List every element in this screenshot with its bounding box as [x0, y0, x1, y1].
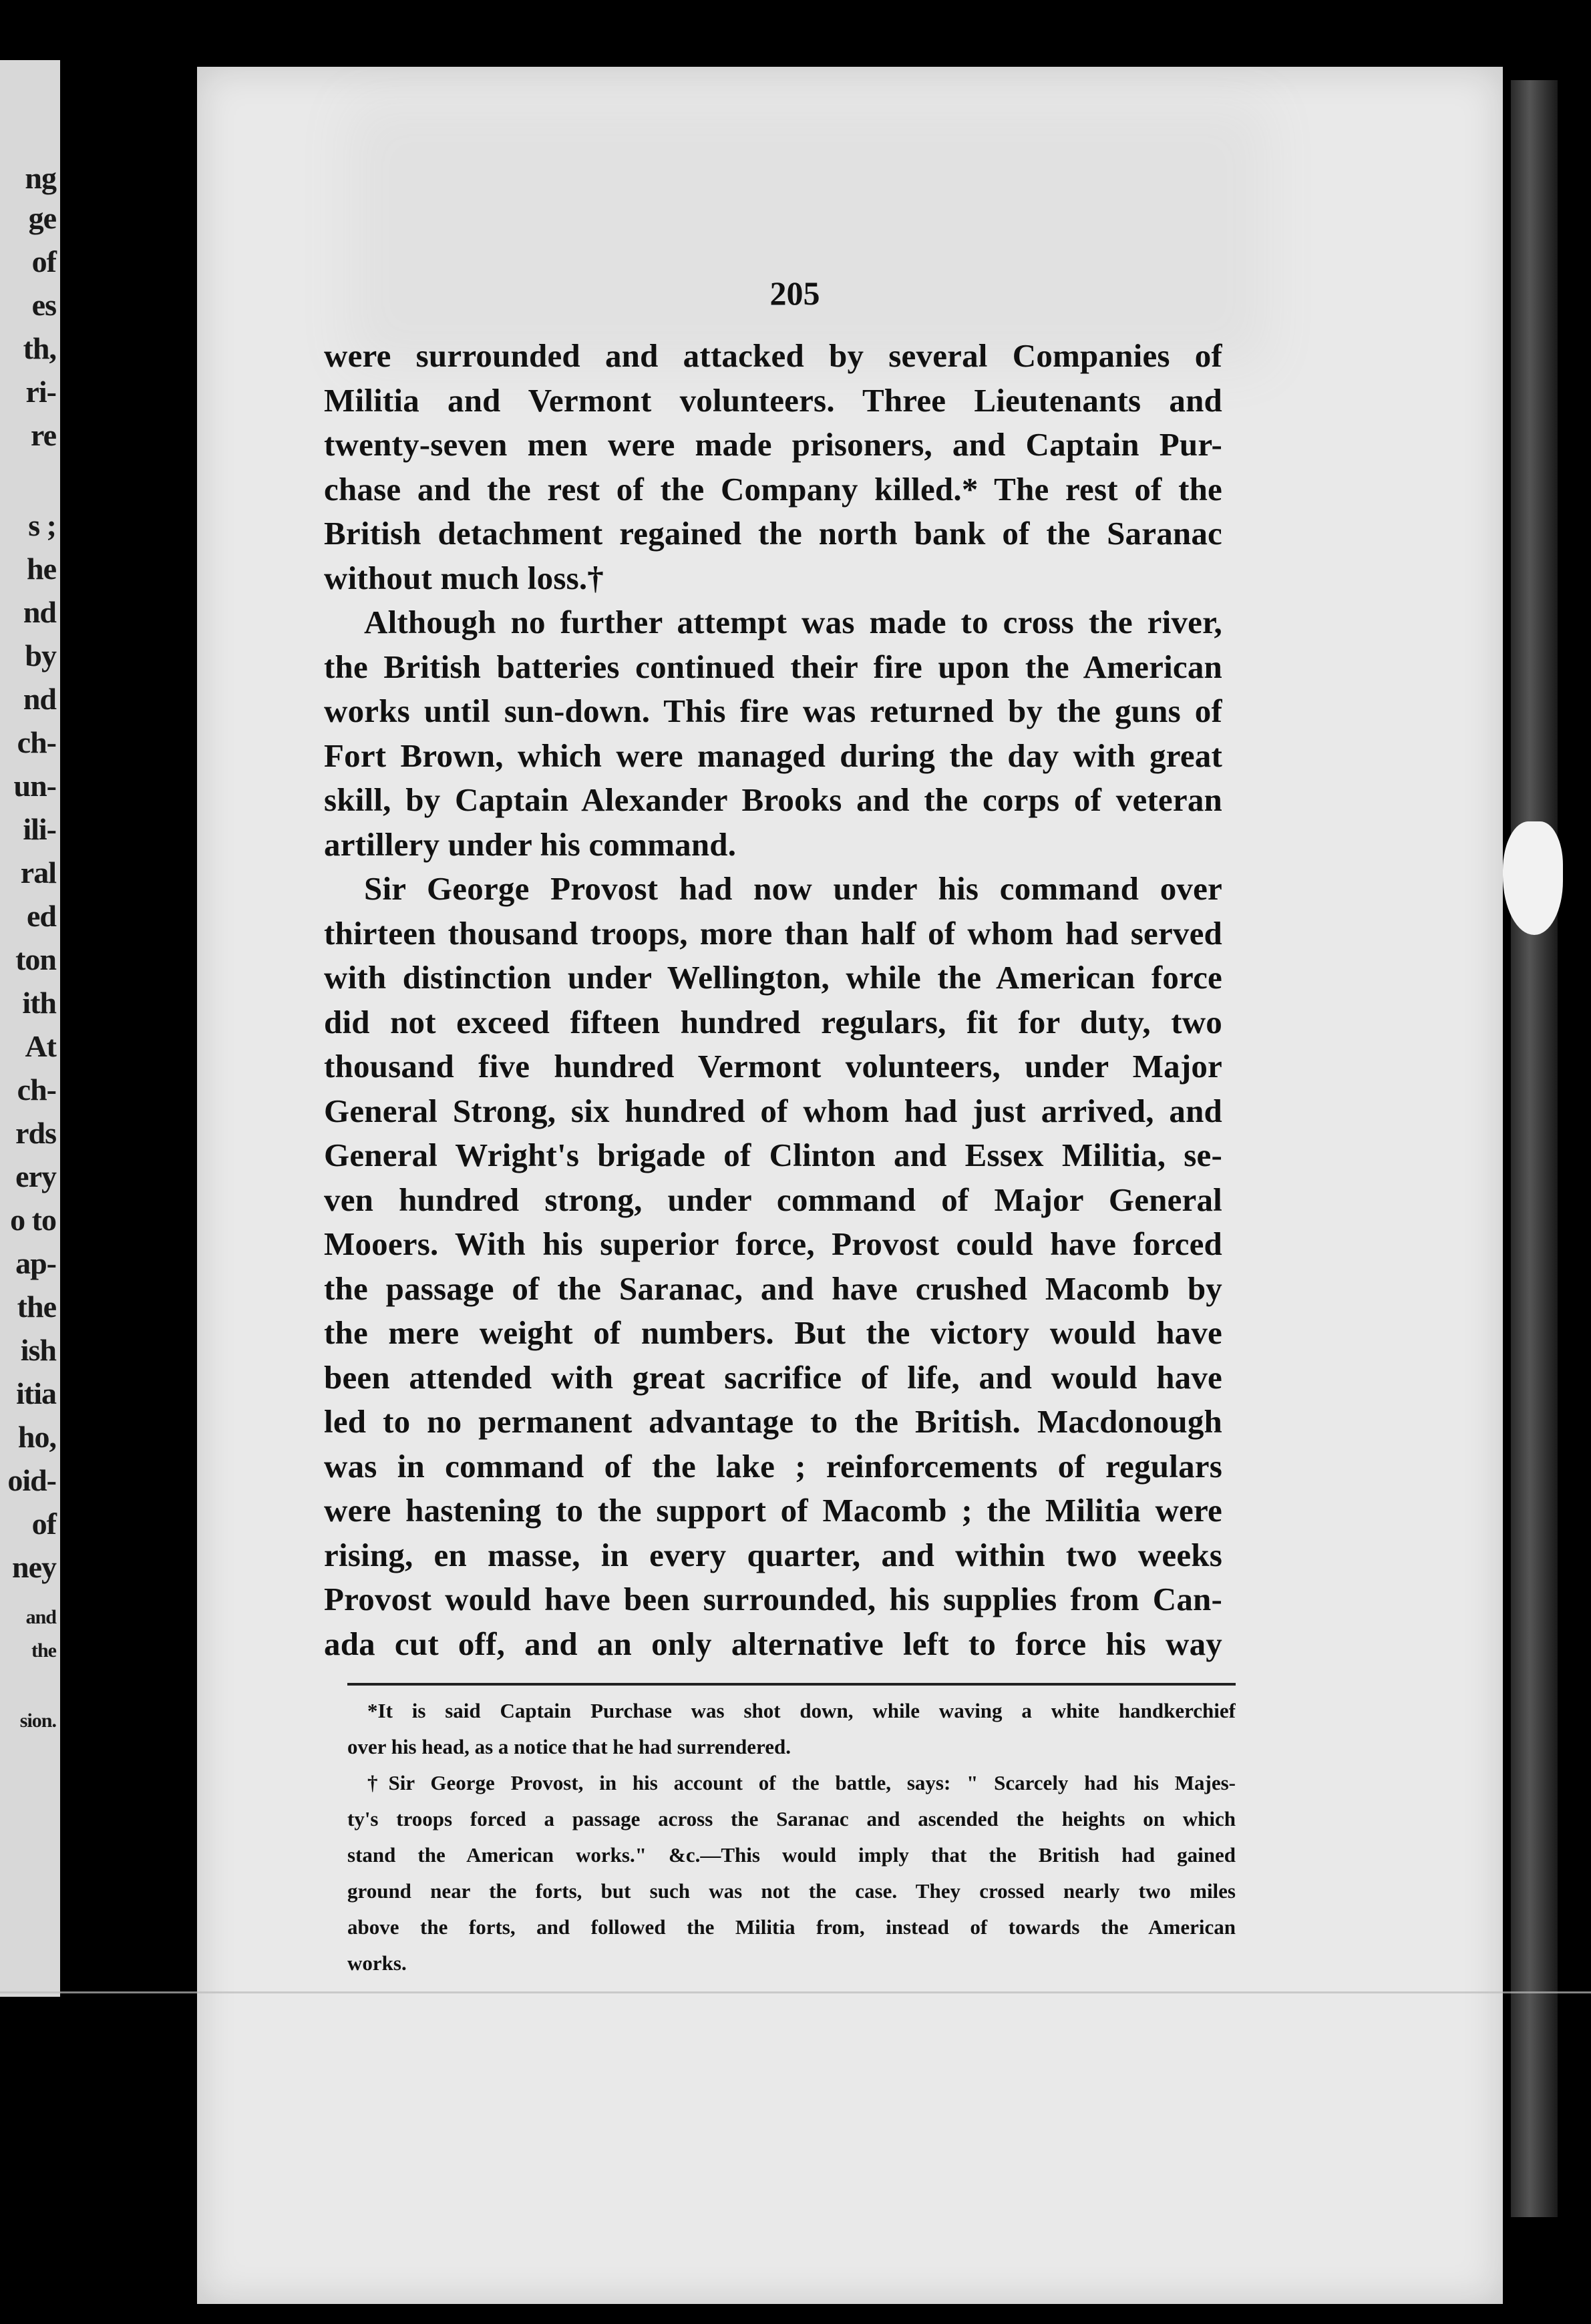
left-fragment: nd [23, 682, 56, 716]
text-line: General Wright's brigade of Clinton and Essex Militia, se- [324, 1137, 1222, 1173]
text-line: artillery under his command. [324, 825, 737, 863]
left-fragment: oid- [7, 1463, 56, 1497]
left-fragment: rds [15, 1116, 56, 1150]
left-fragment: of [31, 1507, 56, 1541]
text-line: British detachment regained the north bank of the Saranac [324, 515, 1222, 552]
text-line: with distinction under Wellington, while the American force [324, 959, 1222, 996]
left-fragment: nd [23, 595, 56, 629]
text-line: skill, by Captain Alexander Brooks and the corps of veteran [324, 781, 1222, 818]
text-line: works until sun-down. This fire was returned by the guns of [324, 693, 1222, 729]
left-fragment: At [25, 1029, 56, 1063]
left-fragment: itia [16, 1376, 56, 1410]
left-fragment: ery [15, 1159, 56, 1193]
left-fragment: and [25, 1606, 56, 1628]
text-line: Provost would have been surrounded, his supplies from Can- [324, 1581, 1222, 1617]
text-line: Sir George Provost had now under his command over [364, 870, 1222, 907]
text-line: General Strong, six hundred of whom had just arrived, and [324, 1092, 1222, 1129]
footnotes [347, 1693, 1236, 1981]
bleed-through-shadow [347, 100, 1269, 367]
left-fragment: ch- [17, 1073, 56, 1107]
left-fragment: ri- [25, 375, 56, 409]
left-fragment: ho, [17, 1420, 56, 1454]
text-line: the mere weight of numbers. But the victory would have [324, 1314, 1222, 1351]
text-line: was in command of the lake ; reinforcements of regulars [324, 1447, 1222, 1485]
left-fragment: un- [13, 769, 56, 803]
footnote-line: above the forts, and followed the Militia from, instead of towards the American [347, 1915, 1236, 1939]
left-fragment: re [30, 418, 56, 452]
left-fragment: of [31, 244, 56, 278]
left-fragment: ch- [17, 725, 56, 759]
body-text [324, 334, 1222, 1666]
text-line: thirteen thousand troops, more than half of whom had served [324, 914, 1222, 952]
footnote-line: stand the American works." &c.—This would imply that the British had gained [347, 1843, 1236, 1867]
left-fragment: sion. [19, 1710, 56, 1732]
left-fragment: ap- [15, 1246, 56, 1280]
footnote-line: ty's troops forced a passage across the Saranac and ascended the heights on which [347, 1807, 1236, 1830]
left-fragment: the [31, 1639, 56, 1662]
text-line: the British batteries continued their fire upon the American [324, 648, 1222, 685]
text-line: ven hundred strong, under command of Major General [324, 1181, 1222, 1218]
left-fragment: ili- [23, 812, 56, 846]
text-line: Fort Brown, which were managed during the day with great [324, 737, 1222, 774]
text-line: twenty-seven men were made prisoners, and Captain Pur- [324, 426, 1222, 463]
left-fragment: th, [23, 331, 56, 365]
scan-artifact-line [0, 1991, 1591, 1993]
text-line: chase and the rest of the Company killed.* The rest of the [324, 470, 1222, 508]
text-line: Although no further attempt was made to cross the river, [364, 604, 1222, 640]
left-fragment: ish [20, 1333, 56, 1367]
text-line: were surrounded and attacked by several Companies of [324, 337, 1222, 374]
left-fragment: ton [15, 942, 56, 976]
text-line: thousand five hundred Vermont volunteers, under Major [324, 1048, 1222, 1085]
left-fragment: he [27, 552, 56, 586]
footnote-line: *It is said Captain Purchase was shot down, while waving a white handkerchief [367, 1699, 1236, 1722]
text-line: were hastening to the support of Macomb ; the Militia were [324, 1492, 1222, 1529]
footnote-divider [347, 1683, 1236, 1686]
left-fragment: ral [20, 855, 56, 890]
left-page-edge [0, 60, 60, 1997]
left-fragment: ng [25, 161, 56, 195]
left-fragment: o to [10, 1203, 56, 1237]
footnote-line: ground near the forts, but such was not the case. They crossed nearly two miles [347, 1879, 1236, 1903]
footnote-line: works. [347, 1951, 407, 1975]
left-fragment: the [17, 1290, 56, 1324]
text-line: did not exceed fifteen hundred regulars, fit for duty, two [324, 1003, 1222, 1040]
text-line: led to no permanent advantage to the British. Macdonough [324, 1403, 1222, 1440]
left-fragment: s ; [28, 508, 56, 542]
left-fragment: by [25, 638, 56, 672]
paper-stain [1503, 821, 1563, 935]
left-fragment: ith [22, 986, 56, 1020]
right-page-edge [1511, 80, 1558, 2217]
text-line: the passage of the Saranac, and have crushed Macomb by [324, 1270, 1222, 1307]
text-line: Militia and Vermont volunteers. Three Lieutenants and [324, 381, 1222, 419]
text-line: rising, en masse, in every quarter, and within two weeks [324, 1536, 1222, 1573]
text-line: Mooers. With his superior force, Provost could have forced [324, 1225, 1222, 1262]
footnote-line: †Sir George Provost, in his account of the battle, says: " Scarcely had his Majes- [367, 1771, 1236, 1794]
page-number: 205 [769, 274, 820, 312]
left-fragment: ed [27, 899, 56, 933]
text-line: ada cut off, and an only alternative left to force his way [324, 1625, 1222, 1662]
text-line: without much loss.† [324, 559, 604, 596]
left-fragment: ge [28, 201, 56, 235]
text-line: been attended with great sacrifice of life, and would have [324, 1358, 1222, 1396]
left-fragment: ney [12, 1550, 56, 1584]
left-fragment: es [31, 288, 56, 322]
footnote-line: over his head, as a notice that he had surrendered. [347, 1735, 791, 1758]
